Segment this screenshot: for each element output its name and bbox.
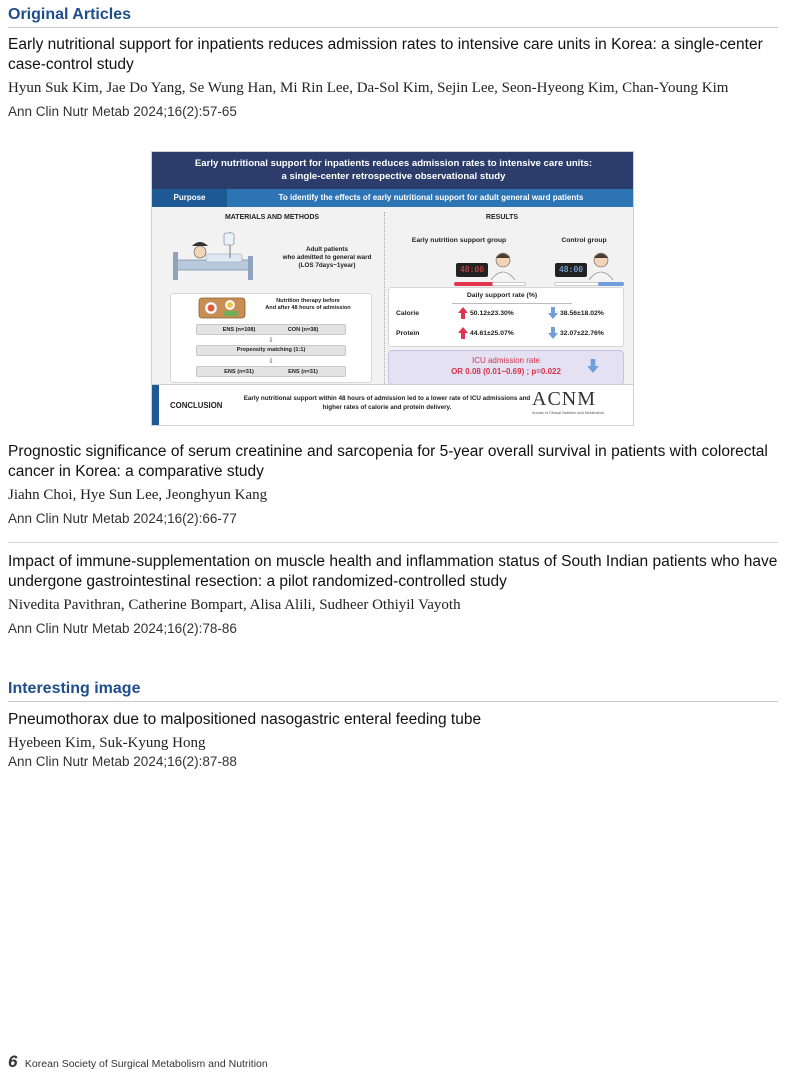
hospital-bed-icon xyxy=(170,230,260,288)
abstract-title xyxy=(152,152,634,189)
protein-label: Protein xyxy=(396,330,420,337)
article-authors: Jiahn Choi, Hye Sun Lee, Jeonghyun Kang xyxy=(8,487,268,503)
section-title: Interesting image xyxy=(8,680,141,697)
methods-heading: MATERIALS AND METHODS xyxy=(224,214,320,221)
patients-text xyxy=(272,246,382,270)
purpose-bar xyxy=(152,189,634,207)
ens-calorie-value: 50.12±23.30% xyxy=(470,310,514,317)
patient-person-icon xyxy=(488,250,518,280)
up-arrow-icon xyxy=(458,307,468,319)
rate-heading: Daily support rate (%) xyxy=(466,292,538,299)
down-arrow-icon: ⇓ xyxy=(268,337,274,344)
con-protein-value: 32.07±22.76% xyxy=(560,330,604,337)
section-title: Original Articles xyxy=(8,6,131,23)
page-number: 6 xyxy=(8,1052,18,1071)
control-group-label: Control group xyxy=(561,237,607,244)
society-name: Korean Society of Surgical Metabolism and Nutrition xyxy=(24,1058,268,1070)
section-header-original-articles xyxy=(8,6,778,28)
patients-line: who admitted to general ward xyxy=(282,254,372,261)
abstract-title-line: Early nutritional support for inpatients reduces admission rates to intensive care units: xyxy=(194,158,593,169)
icu-label: ICU admission rate xyxy=(471,356,541,365)
article-citation: Ann Clin Nutr Metab 2024;16(2):78-86 xyxy=(8,621,237,636)
divider xyxy=(8,542,778,543)
ens-group-label: Early nutrition support group xyxy=(411,237,507,244)
acnm-logo xyxy=(532,388,632,415)
conclusion-accent xyxy=(152,385,159,426)
article-citation: Ann Clin Nutr Metab 2024;16(2):57-65 xyxy=(8,104,237,119)
article-authors: Hyebeen Kim, Suk-Kyung Hong xyxy=(8,735,206,751)
article-title-link[interactable]: Impact of immune-supplementation on muscle health and inflammation status of South Indian patients who have undergone gastrointestinal resection: a pilot randomized-controlled study xyxy=(8,553,778,590)
patients-line: Adult patients xyxy=(306,246,348,253)
icu-odds-ratio: OR 0.08 (0.01~0.69) ; p=0.022 xyxy=(451,367,561,376)
article-item xyxy=(8,552,780,636)
logo-subtitle: Annals of Clinical Nutrition and Metabolism xyxy=(532,411,605,415)
abstract-title-line: a single-center retrospective observational study xyxy=(281,171,506,182)
therapy-text xyxy=(252,298,364,312)
article-item xyxy=(8,35,780,119)
propensity-bar: Propensity matching (1:1) xyxy=(196,345,346,356)
therapy-line: And after 48 hours of admission xyxy=(265,305,351,311)
down-arrow-icon xyxy=(548,327,558,339)
ens-bar-remainder xyxy=(492,282,526,286)
rate-rule xyxy=(452,303,572,304)
down-arrow-icon xyxy=(548,307,558,319)
control-bar-fill xyxy=(598,282,624,286)
patient-person-icon xyxy=(586,250,616,280)
article-authors: Hyun Suk Kim, Jae Do Yang, Se Wung Han, Mi Rin Lee, Da-Sol Kim, Sejin Lee, Seon-Hyeong Kim, Chan-Young Kim xyxy=(8,80,729,96)
article-citation: Ann Clin Nutr Metab 2024;16(2):66-77 xyxy=(8,511,237,526)
down-arrow-icon xyxy=(587,359,599,373)
purpose-label: Purpose xyxy=(152,189,227,207)
article-title-link[interactable]: Early nutritional support for inpatients reduces admission rates to intensive care units in Korea: a single-center case-control study xyxy=(8,36,763,73)
column-divider xyxy=(384,212,385,384)
therapy-line: Nutrition therapy before xyxy=(276,298,340,304)
article-item xyxy=(8,442,780,526)
results-heading: RESULTS xyxy=(485,214,519,221)
con-count: CON (n=38) xyxy=(287,327,319,333)
conclusion-bar xyxy=(152,384,634,426)
article-title-link[interactable]: Pneumothorax due to malpositioned nasogastric enteral feeding tube xyxy=(8,711,482,728)
icu-result-box xyxy=(388,350,624,385)
purpose-text: To identify the effects of early nutritional support for adult general ward patients xyxy=(278,193,584,202)
con-calorie-value: 38.56±18.02% xyxy=(560,310,604,317)
ens-count: ENS (n=108) xyxy=(222,327,256,333)
article-citation: Ann Clin Nutr Metab 2024;16(2):87-88 xyxy=(8,754,237,769)
clock-icon: 48:00 xyxy=(555,263,587,277)
article-title-link[interactable]: Prognostic significance of serum creatinine and sarcopenia for 5-year overall survival in patients with colorectal cancer in Korea: a comparative study xyxy=(8,443,768,480)
article-authors: Nivedita Pavithran, Catherine Bompart, Alisa Alili, Sudheer Othiyil Vayoth xyxy=(8,597,461,613)
conclusion-text: Early nutritional support within 48 hours of admission led to a lower rate of ICU admissions and higher rates of calorie and protein delivery. xyxy=(243,395,531,411)
conclusion-label: CONCLUSION xyxy=(170,401,223,410)
ens-matched-count: ENS (n=31) xyxy=(224,369,254,375)
page-footer xyxy=(8,1052,608,1072)
down-arrow-icon: ⇓ xyxy=(268,358,274,365)
clock-icon: 48:00 xyxy=(456,263,488,277)
article-item xyxy=(8,710,780,769)
patients-line: (LOS 7days~1year) xyxy=(298,262,356,269)
ens-protein-value: 44.61±25.07% xyxy=(470,330,514,337)
meal-tray-icon xyxy=(198,295,248,321)
section-header-interesting-image xyxy=(8,680,778,702)
graphical-abstract[interactable] xyxy=(151,151,634,426)
calorie-label: Calorie xyxy=(396,310,420,317)
logo-text: ACNM xyxy=(532,388,597,410)
con-matched-count: ENS (n=31) xyxy=(288,369,318,375)
up-arrow-icon xyxy=(458,327,468,339)
